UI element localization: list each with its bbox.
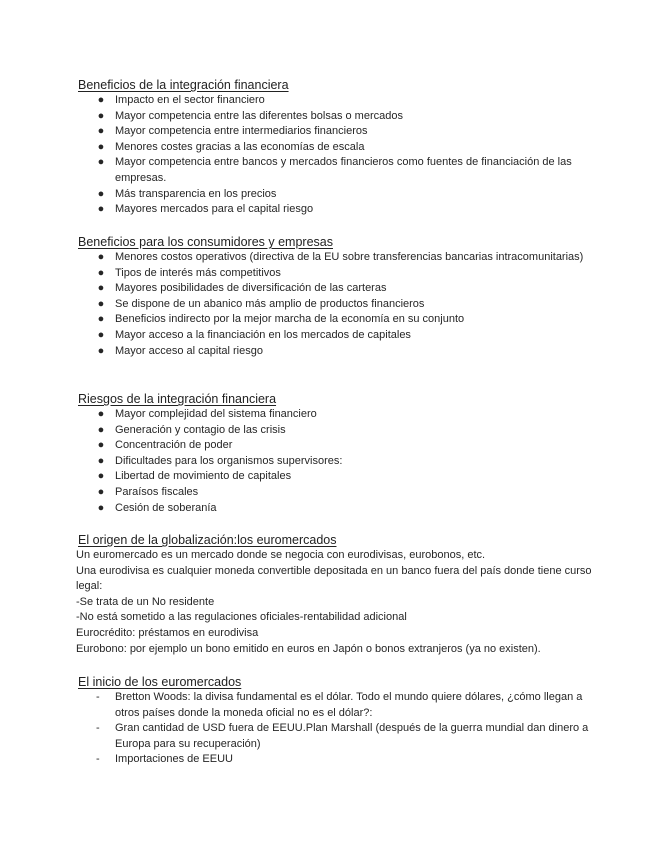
section-inicio-euromercados xyxy=(78,674,598,768)
paragraph: -Se trata de un No residente xyxy=(76,595,215,608)
list-item: ● Generación y contagio de las crisis xyxy=(78,423,598,439)
bullet-list xyxy=(78,250,598,359)
list-item: ● Mayor complejidad del sistema financiero xyxy=(78,407,598,423)
list-item: ● Mayor acceso a la financiación en los mercados de capitales xyxy=(78,328,598,344)
list-item: ● Mayor acceso al capital riesgo xyxy=(78,344,598,360)
section-heading: Riesgos de la integración financiera xyxy=(78,392,277,406)
bullet-icon: ● xyxy=(97,109,105,122)
paragraph: Una eurodivisa es cualquier moneda convertible depositada en un banco fuera del país donde tiene curso legal: xyxy=(76,564,592,593)
dash-list xyxy=(78,690,598,768)
dash-icon: - xyxy=(96,722,100,735)
dash-icon: - xyxy=(96,753,100,766)
list-item: - Importaciones de EEUU xyxy=(78,752,598,768)
list-item: - Bretton Woods: la divisa fundamental es el dólar. Todo el mundo quiere dólares, ¿cómo llegan a otros países donde la moneda oficial no es el dólar?: xyxy=(96,691,583,719)
list-item: ● Beneficios indirecto por la mejor marcha de la economía en su conjunto xyxy=(78,312,598,328)
dash-icon: - xyxy=(96,691,100,703)
list-item: ● Mayores posibilidades de diversificación de las carteras xyxy=(78,281,598,297)
list-item: ● Menores costos operativos (directiva de la EU sobre transferencias bancarias intracomunitarias) xyxy=(78,250,598,266)
list-item: ● Cesión de soberanía xyxy=(78,501,598,517)
bullet-icon: ● xyxy=(97,408,105,420)
section-beneficios-integracion xyxy=(78,77,598,218)
list-item: ● Mayor competencia entre las diferentes bolsas o mercados xyxy=(78,109,598,125)
list-item: ● Paraísos fiscales xyxy=(78,485,598,501)
paragraph: Eurobono: por ejemplo un bono emitido en euros en Japón o bonos extranjeros (ya no existen). xyxy=(76,642,541,655)
paragraph: Eurocrédito: préstamos en eurodivisa xyxy=(76,626,259,639)
list-item: ● Mayor competencia entre bancos y mercados financieros como fuentes de financiación de las empresas. xyxy=(97,156,572,184)
bullet-icon: ● xyxy=(97,313,105,326)
paragraph: -No está sometido a las regulaciones oficiales-rentabilidad adicional xyxy=(76,611,407,624)
section-heading: Beneficios de la integración financiera xyxy=(78,78,289,92)
bullet-icon: ● xyxy=(97,251,105,263)
section-riesgos xyxy=(78,391,598,516)
list-item: ● Menores costes gracias a las economías de escala xyxy=(78,140,598,156)
list-item: ● Más transparencia en los precios xyxy=(78,187,598,203)
section-heading: Beneficios para los consumidores y empresas xyxy=(78,235,333,249)
list-item: - Gran cantidad de USD fuera de EEUU.Plan Marshall (después de la guerra mundial dan dinero a Europa para su recuperación) xyxy=(96,722,589,750)
bullet-icon: ● xyxy=(97,156,105,169)
bullet-list xyxy=(78,407,598,516)
bullet-icon: ● xyxy=(97,203,105,216)
list-item: ● Libertad de movimiento de capitales xyxy=(78,469,598,485)
bullet-icon: ● xyxy=(97,94,105,106)
bullet-list xyxy=(78,93,598,218)
list-item: ● Impacto en el sector financiero xyxy=(78,93,598,109)
section-heading: El inicio de los euromercados xyxy=(78,675,242,689)
bullet-icon: ● xyxy=(97,344,105,357)
bullet-icon: ● xyxy=(97,439,105,452)
section-origen-globalizacion xyxy=(78,532,598,657)
bullet-icon: ● xyxy=(97,282,105,295)
paragraph: Un euromercado es un mercado donde se negocia con eurodivisas, eurobonos, etc. xyxy=(76,549,486,561)
section-heading: El origen de la globalización:los euromercados xyxy=(78,533,337,547)
list-item: ● Dificultades para los organismos supervisores: xyxy=(78,454,598,470)
list-item: ● Concentración de poder xyxy=(78,438,598,454)
list-item: ● Mayor competencia entre intermediarios financieros xyxy=(78,124,598,140)
bullet-icon: ● xyxy=(97,501,105,514)
list-item: ● Tipos de interés más competitivos xyxy=(78,266,598,282)
bullet-icon: ● xyxy=(97,328,105,341)
section-beneficios-consumidores xyxy=(78,234,598,359)
bullet-icon: ● xyxy=(97,485,105,498)
bullet-icon: ● xyxy=(97,454,105,467)
list-item: ● Se dispone de un abanico más amplio de productos financieros xyxy=(78,297,598,313)
bullet-icon: ● xyxy=(97,297,105,310)
bullet-icon: ● xyxy=(97,125,105,138)
bullet-icon: ● xyxy=(97,470,105,483)
bullet-icon: ● xyxy=(97,187,105,200)
list-item: ● Mayores mercados para el capital riesgo xyxy=(78,202,598,218)
bullet-icon: ● xyxy=(97,423,105,436)
bullet-icon: ● xyxy=(97,140,105,153)
bullet-icon: ● xyxy=(97,266,105,279)
